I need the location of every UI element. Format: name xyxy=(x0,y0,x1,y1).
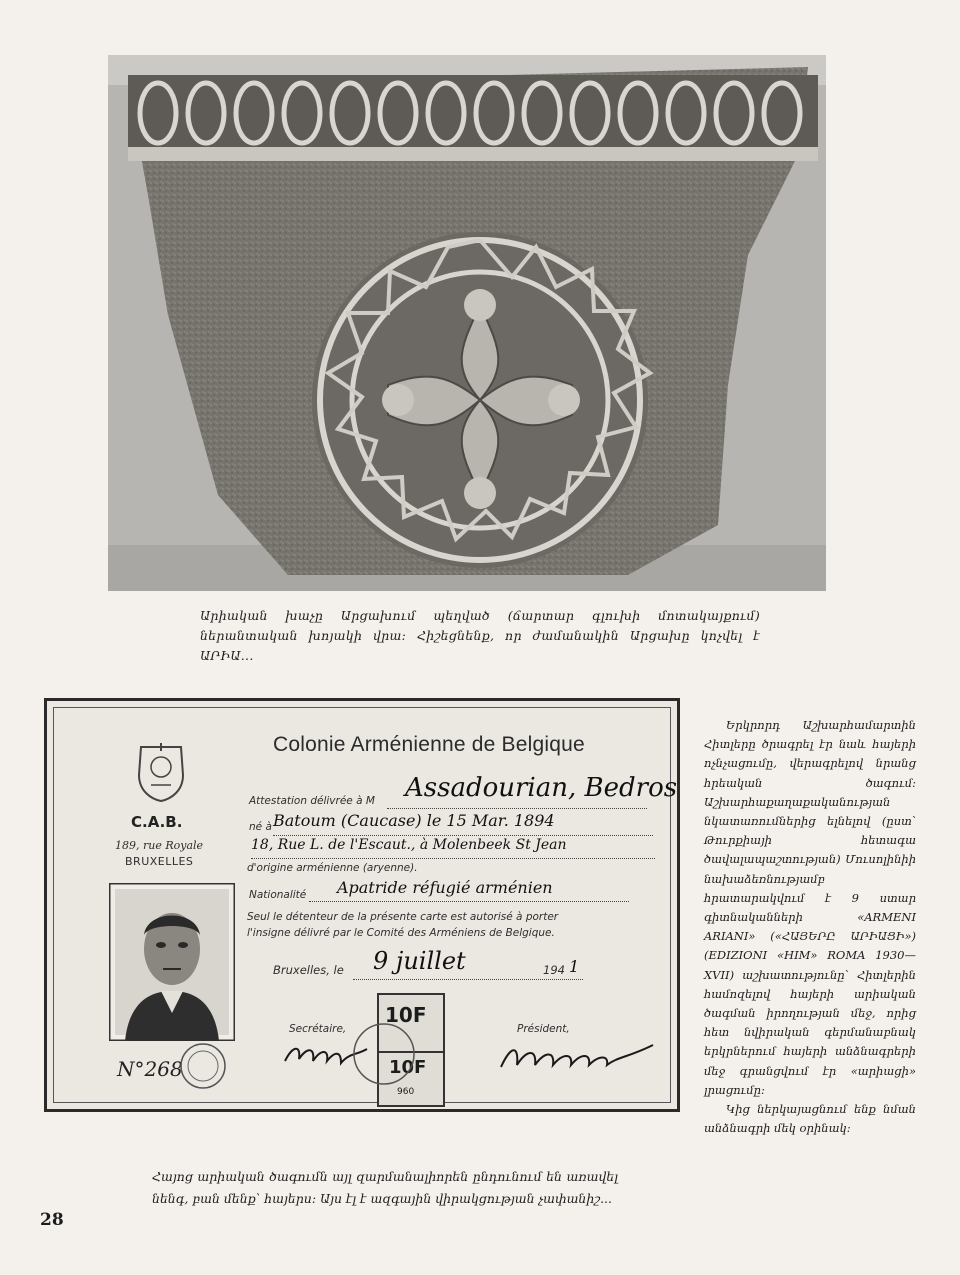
address-line-2: BRUXELLES xyxy=(125,855,194,868)
cab-emblem-icon xyxy=(133,741,189,803)
sidebar-paragraph-2: Կից ներկայացնում ենք նման անձնագրի մեկ օրինակ: xyxy=(704,1102,916,1136)
stamp-value-lower: 10F xyxy=(389,1057,427,1078)
residence-dots xyxy=(251,858,655,859)
origin-line: d'origine arménienne (aryenne). xyxy=(247,862,418,874)
date-value: 9 juillet xyxy=(373,947,466,975)
address-line-1: 189, rue Royale xyxy=(115,839,204,852)
nationality-label: Nationalité xyxy=(249,889,307,901)
president-label: Président, xyxy=(517,1023,570,1035)
round-seal-icon xyxy=(167,1041,239,1091)
born-value: Batoum (Caucase) le 15 Mar. 1894 xyxy=(273,811,555,830)
attestation-value: Assadourian, Bedros xyxy=(405,773,678,803)
born-label: né à xyxy=(249,821,272,833)
emblem-label: C.A.B. xyxy=(131,813,183,831)
residence-value: 18, Rue L. de l'Escaut., à Molenbeek St Jean xyxy=(251,837,567,853)
photo-caption: Արիական խաչը Արցախում պեղված (ճարտար գլուխի մոտակայքում) ներանտական խոյակի վրա: Հիշեցնենք, որ ժամանակին Արցախը կոչվել է ԱՐԻԱ... xyxy=(200,608,760,663)
stamp-small-number: 960 xyxy=(397,1087,415,1097)
portrait-photo xyxy=(109,883,235,1041)
card-number: N°268 xyxy=(117,1057,183,1081)
nationality-dots xyxy=(309,901,629,902)
attestation-dots xyxy=(387,808,647,809)
year-suffix: 1 xyxy=(569,957,580,976)
secretary-label: Secrétaire, xyxy=(289,1023,347,1035)
sidebar-paragraph-1: Երկրորդ Աշխարհամարտին Հիտլերը ծրագրել էր նաև հայերի ոչնչացումը, վերագրելով նրանց հրեական ծագում: Աշխարհաքաղաքականության նկատառումներից ելնելով (ըստ՝ Թուրքիայի հետագա ծավալապաշտության) Մուսոլինիի նախաձեռնությամբ հրատարակվում է 9 ստար գիտնականների «ARMENI ARIANI» («ՀԱՅԵՐԸ ԱՐԻԱՑԻ») (EDIZIONI «HIM» ROMA 1930—XVII) աշխատությունը՝ Հիտլերին համոզելով հայերի արիական ծագման իրողության մեջ, որից հետ նվիրական գերմանաբնակ երկրներում հայերի անձնագրերի մեջ գրանցվում էր «արիացի» լրացումը: xyxy=(704,718,916,1097)
place-label: Bruxelles, le xyxy=(273,963,344,977)
holder-line-1: Seul le détenteur de la présente carte est autorisé à porter xyxy=(247,911,559,923)
attestation-label: Attestation délivrée à M xyxy=(249,795,375,807)
president-signature-icon xyxy=(497,1039,657,1079)
sidebar-text xyxy=(704,716,916,1138)
identity-card-scan xyxy=(44,698,680,1112)
card-caption: Հայոց արիական ծագումն այլ զարմանալիորեն ընդունում են առավել նենգ, բան մենք՝ հայերս: Այս էլ է ազգային վիրակցության չափանիշ... xyxy=(152,1169,618,1206)
stamp-value-upper: 10F xyxy=(385,1003,427,1027)
nationality-value: Apatride réfugié arménien xyxy=(337,878,553,897)
date-dots xyxy=(353,979,583,980)
year-prefix: 194 xyxy=(543,963,565,977)
postmark-circle-icon xyxy=(339,1019,429,1089)
holder-line-2: l'insigne délivré par le Comité des Arméniens de Belgique. xyxy=(247,927,555,939)
carved-capital-photo xyxy=(108,55,826,591)
born-dots xyxy=(273,835,653,836)
card-title: Colonie Arménienne de Belgique xyxy=(273,733,585,756)
page-number: 28 xyxy=(40,1210,64,1230)
